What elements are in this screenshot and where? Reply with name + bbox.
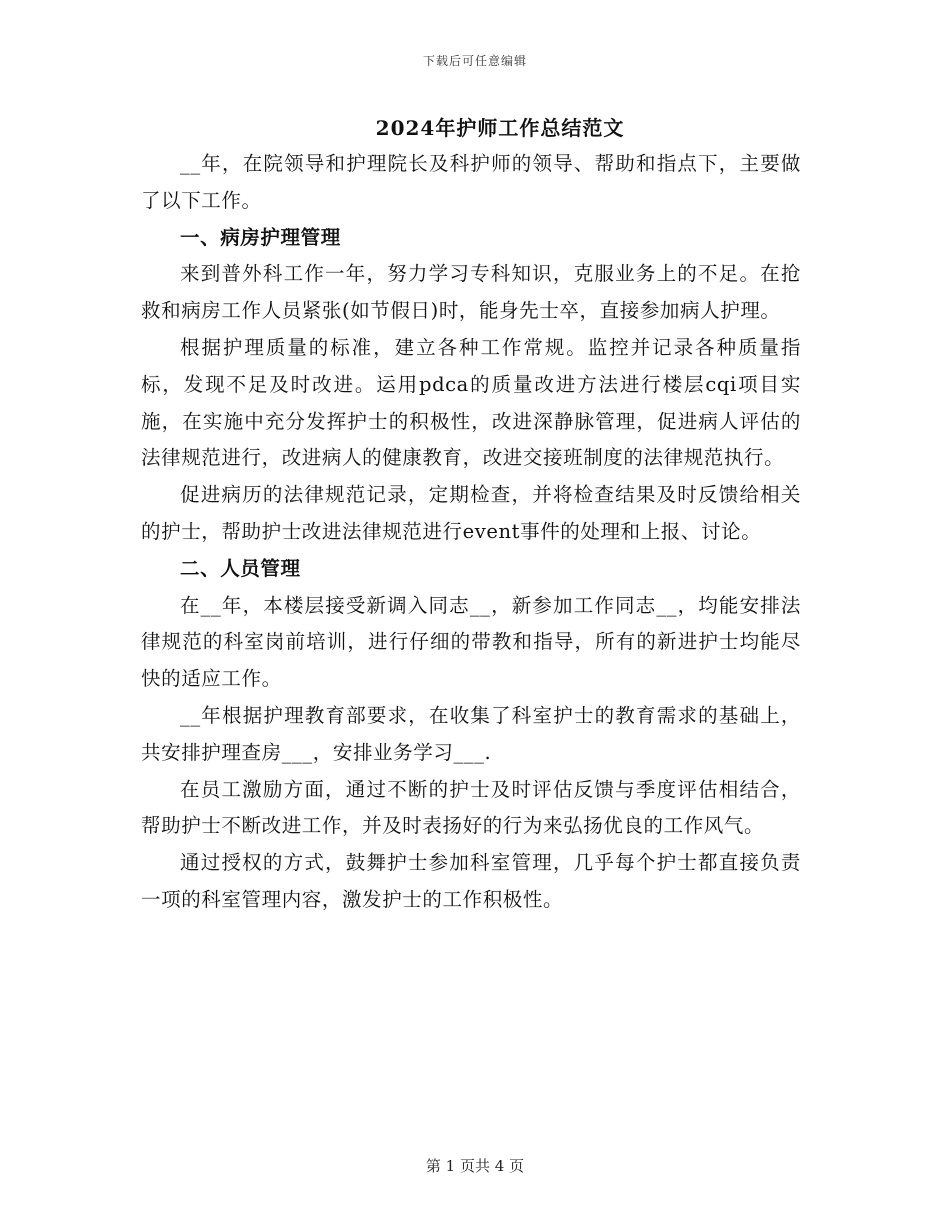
paragraph-staff-2: __年根据护理教育部要求，在收集了科室护士的教育需求的基础上，共安排护理查房___，安排业务学习___. (141, 703, 801, 764)
document-title: 2024年护师工作总结范文 (375, 116, 625, 140)
paragraph-ward-2: 根据护理质量的标准，建立各种工作常规。监控并记录各种质量指标，发现不足及时改进。运用pdca的质量改进方法进行楼层cqi项目实施，在实施中充分发挥护士的积极性，改进深静脉管理，促进病人评估的法律规范进行，改进病人的健康教育，改进交接班制度的法律规范执行。 (141, 335, 801, 470)
page-number: 第 1 页共 4 页 (425, 1157, 525, 1175)
paragraph-staff-3: 在员工激励方面，通过不断的护士及时评估反馈与季度评估相结合，帮助护士不断改进工作，并及时表扬好的行为来弘扬优良的工作风气。 (141, 777, 801, 838)
document-body (141, 146, 801, 919)
paragraph-staff-4: 通过授权的方式，鼓舞护士参加科室管理，几乎每个护士都直接负责一项的科室管理内容，激发护士的工作积极性。 (141, 851, 801, 911)
paragraph-intro: __年，在院领导和护理院长及科护师的领导、帮助和指点下，主要做了以下工作。 (141, 152, 801, 212)
section-heading-ward-management: 一、病房护理管理 (180, 225, 341, 249)
section-heading-staff-management: 二、人员管理 (180, 556, 301, 580)
paragraph-ward-3: 促进病历的法律规范记录，定期检查，并将检查结果及时反馈给相关的护士，帮助护士改进法律规范进行event事件的处理和上报、讨论。 (141, 483, 801, 543)
paragraph-ward-1: 来到普外科工作一年，努力学习专科知识，克服业务上的不足。在抢救和病房工作人员紧张(如节假日)时，能身先士卒，直接参加病人护理。 (141, 262, 801, 323)
header-note: 下载后可任意编辑 (422, 54, 527, 68)
paragraph-staff-1: 在__年，本楼层接受新调入同志__，新参加工作同志__，均能安排法律规范的科室岗前培训，进行仔细的带教和指导，所有的新进护士均能尽快的适应工作。 (141, 593, 801, 691)
